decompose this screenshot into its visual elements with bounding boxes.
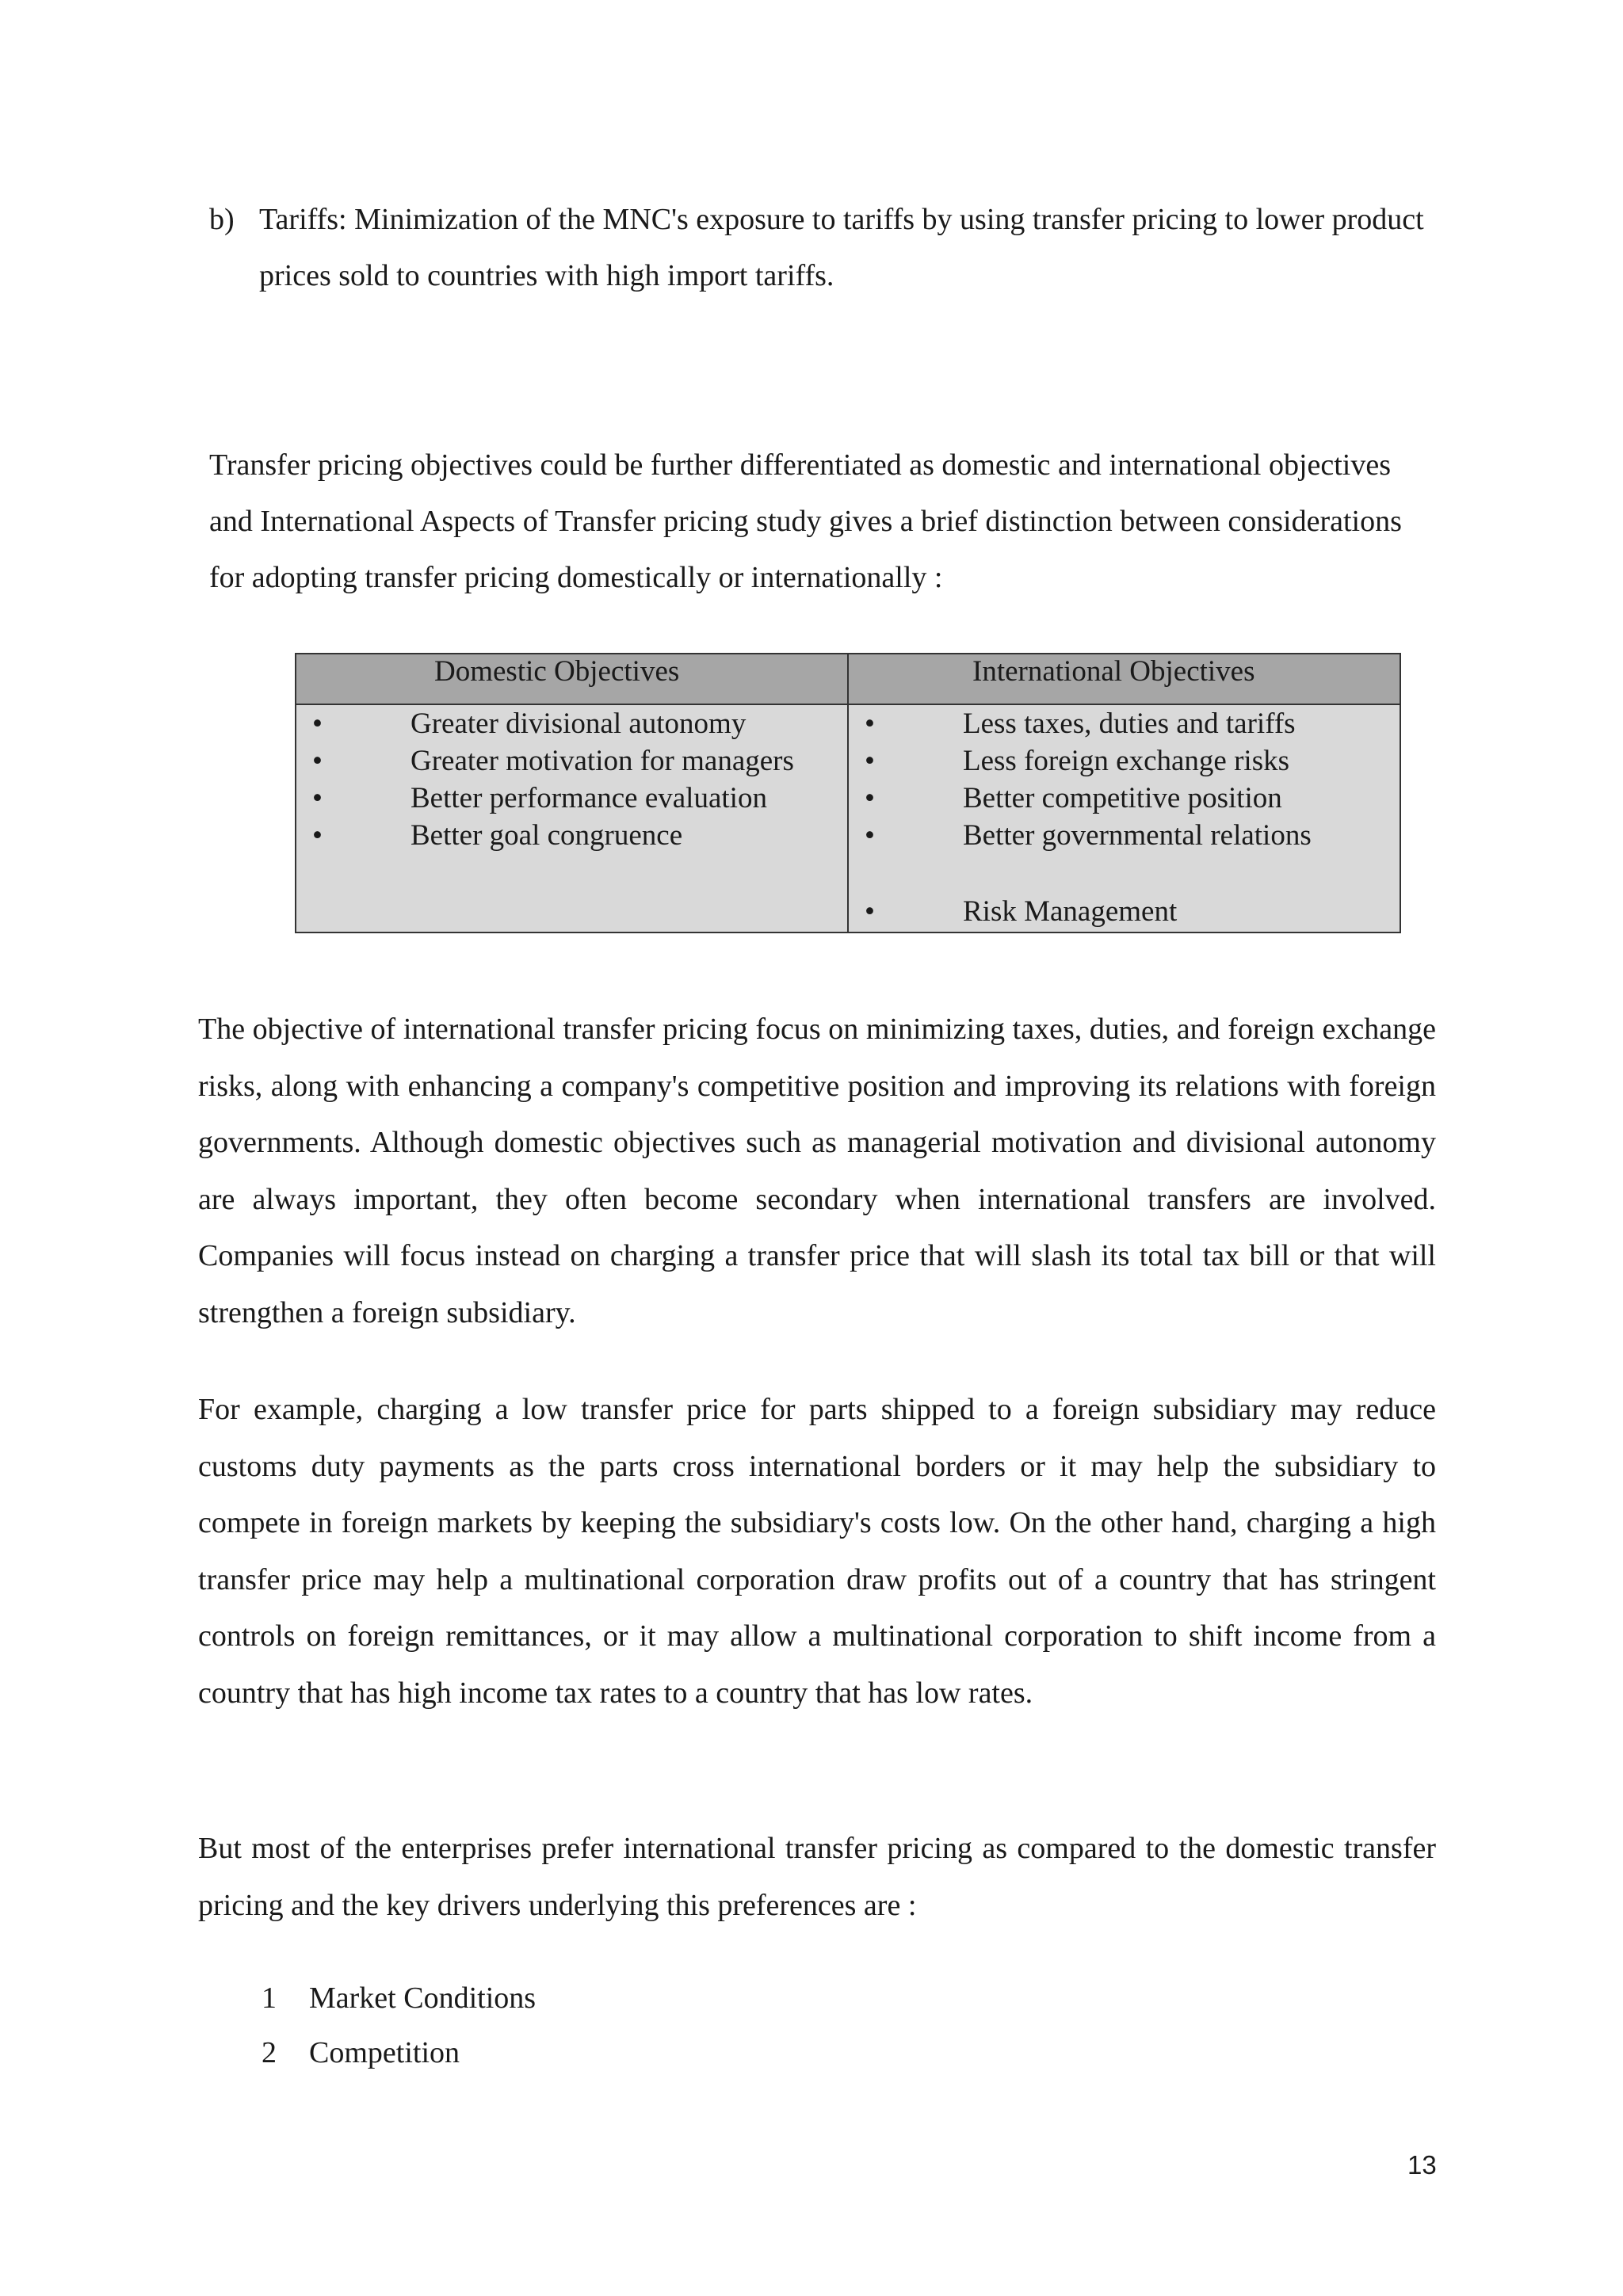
- header-international: International Objectives: [848, 654, 1400, 704]
- list-marker: b): [209, 203, 235, 236]
- list-item: [296, 742, 847, 780]
- list-number: 1: [262, 1981, 277, 2015]
- list-item-text: Less taxes, duties and tariffs: [963, 707, 1296, 740]
- list-item-text: Greater motivation for managers: [411, 745, 794, 777]
- international-cell: [848, 704, 1400, 933]
- tariffs-list-item: [209, 192, 1439, 304]
- tariffs-text: Tariffs: Minimization of the MNC's exposure to tariffs by using transfer pricing to lower product prices sold to countries with high import tariffs.: [259, 203, 1424, 292]
- page-number: 13: [1407, 2150, 1437, 2180]
- list-item: [849, 742, 1400, 780]
- bullet-icon: •: [312, 819, 323, 852]
- bullet-icon: •: [312, 745, 323, 777]
- bullet-icon: •: [865, 895, 875, 928]
- list-item: [849, 705, 1400, 742]
- bullet-icon: •: [865, 707, 875, 740]
- list-item: [296, 705, 847, 742]
- header-domestic: Domestic Objectives: [296, 654, 848, 704]
- body-paragraph-1: The objective of international transfer pricing focus on minimizing taxes, duties, and foreign exchange risks, along with enhancing a company's competitive position and improving its relations with foreign governments. Although domestic objectives such as managerial motivation and divisional autonomy are always important, they often become secondary when international transfers are involved. Companies will focus instead on charging a transfer price that will slash its total tax bill or that will strengthen a foreign subsidiary.: [198, 1013, 1436, 1329]
- body-paragraph-2: For example, charging a low transfer price for parts shipped to a foreign subsidiary may reduce customs duty payments as the parts cross international borders or it may help the subsidiary to compete in foreign markets by keeping the subsidiary's costs low. On the other hand, charging a high transfer price may help a multinational corporation draw profits out of a country that has stringent controls on foreign remittances, or it may allow a multinational corporation to shift income from a country that has high income tax rates to a country that has low rates.: [198, 1393, 1436, 1710]
- bullet-icon: •: [312, 782, 323, 814]
- list-item: [296, 817, 847, 854]
- list-item-text: Better goal congruence: [411, 819, 683, 852]
- list-item: [296, 780, 847, 817]
- list-item-text: Greater divisional autonomy: [411, 707, 747, 740]
- bullet-icon: •: [865, 745, 875, 777]
- international-list: [849, 705, 1400, 930]
- list-item: [262, 1971, 536, 2026]
- domestic-list: [296, 705, 847, 854]
- table-header-row: [296, 654, 1400, 704]
- list-item-text: Market Conditions: [309, 1981, 537, 2015]
- objectives-table: [295, 653, 1401, 933]
- list-item: [262, 2026, 536, 2081]
- intro-paragraph: Transfer pricing objectives could be further differentiated as domestic and international objectives and International Aspects of Transfer pricing study gives a brief distinction between considerations for adopting transfer pricing domestically or internationally :: [209, 448, 1402, 594]
- domestic-cell: [296, 704, 848, 933]
- list-item-text: Risk Management: [963, 895, 1178, 928]
- bullet-icon: •: [312, 707, 323, 740]
- list-number: 2: [262, 2036, 277, 2069]
- list-item-text: Better competitive position: [963, 782, 1282, 814]
- table-body-row: [296, 704, 1400, 933]
- list-item-text: Better governmental relations: [963, 819, 1312, 852]
- body-paragraph-3: But most of the enterprises prefer international transfer pricing as compared to the domestic transfer pricing and the key drivers underlying this preferences are :: [198, 1832, 1436, 1922]
- list-item-text: Better performance evaluation: [411, 782, 767, 814]
- drivers-list: [262, 1971, 536, 2081]
- bullet-icon: •: [865, 819, 875, 852]
- list-item: [849, 780, 1400, 817]
- list-item-text: Less foreign exchange risks: [963, 745, 1290, 777]
- list-item: [849, 817, 1400, 854]
- list-item: [849, 893, 1400, 930]
- bullet-icon: •: [865, 782, 875, 814]
- list-item-text: Competition: [309, 2036, 460, 2069]
